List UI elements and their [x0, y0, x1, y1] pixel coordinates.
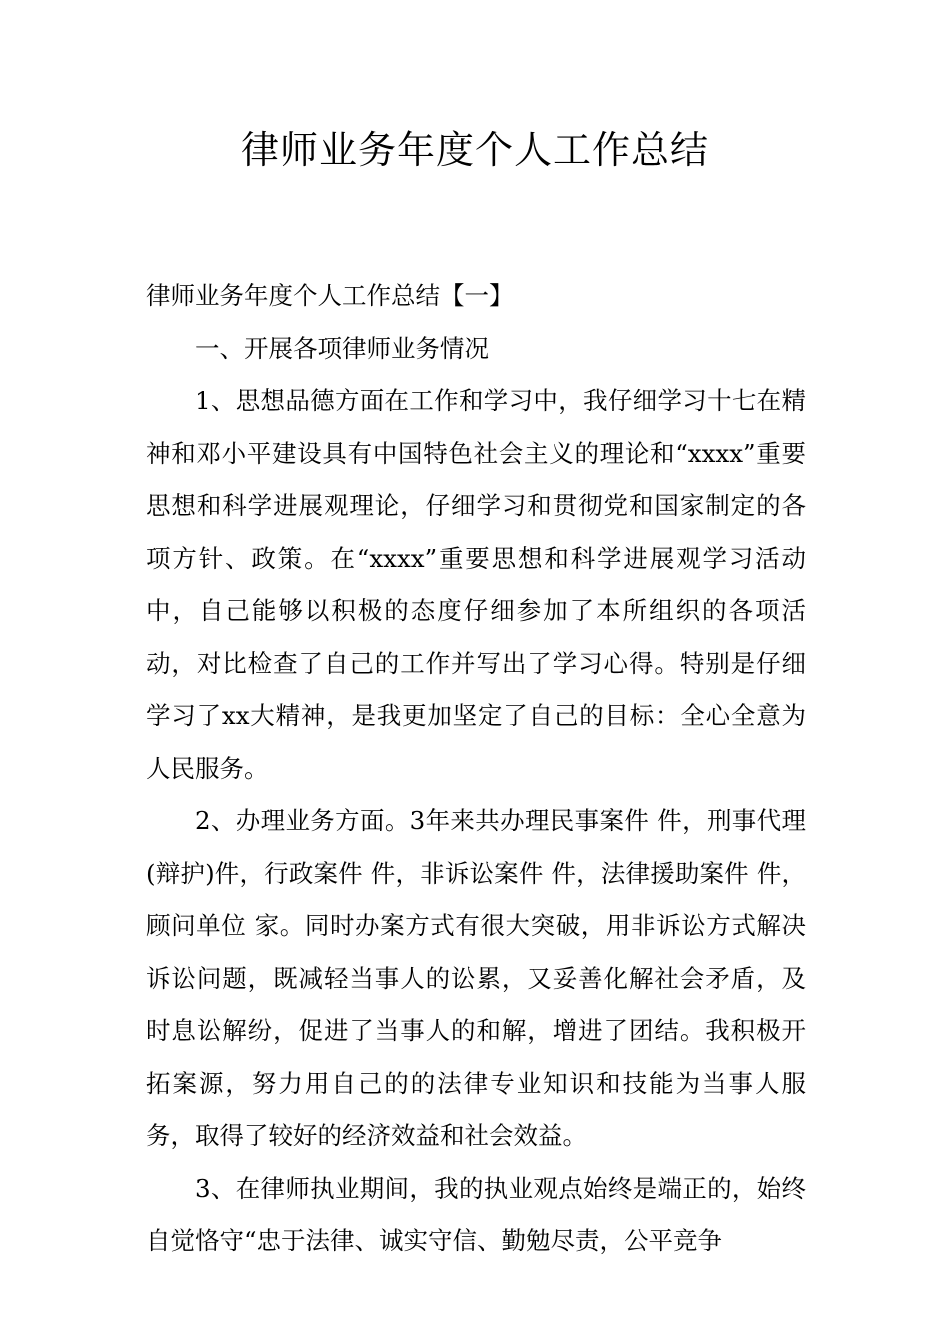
document-title: 律师业务年度个人工作总结 — [240, 128, 709, 172]
subsection-heading: 一、开展各项律师业务情况 — [195, 333, 489, 363]
paragraph-business: 2、办理业务方面。3年来共办理民事案件 件，刑事代理(辩护)件，行政案件 件，非诉讼案件 件，法律援助案件 件，顾问单位 家。同时办案方式有很大突破，用非诉讼方式解决诉讼问题，既减轻当事人的讼累，又妥善化解社会矛盾，及时息讼解纷，促进了当事人的和解，增进了团结。我积极开拓案源，努力用自己的的法律专业知识和技能为当事人服务，取得了较好的经济效益和社会效益。 — [146, 806, 806, 1150]
paragraph-ideology: 1、思想品德方面在工作和学习中，我仔细学习十七在精神和邓小平建设具有中国特色社会主义的理论和“xxxx”重要思想和科学进展观理论，仔细学习和贯彻党和国家制定的各项方针、政策。在“xxxx”重要思想和科学进展观学习活动中，自己能够以积极的态度仔细参加了本所组织的各项活动，对比检查了自己的工作并写出了学习心得。特别是仔细学习了xx大精神，是我更加坚定了自己的目标：全心全意为人民服务。 — [146, 386, 806, 783]
paragraph-practice: 3、在律师执业期间，我的执业观点始终是端正的，始终自觉恪守“忠于法律、诚实守信、勤勉尽责，公平竞争 — [146, 1173, 806, 1255]
document-body — [146, 270, 806, 1268]
section-heading: 律师业务年度个人工作总结【一】 — [146, 281, 514, 310]
